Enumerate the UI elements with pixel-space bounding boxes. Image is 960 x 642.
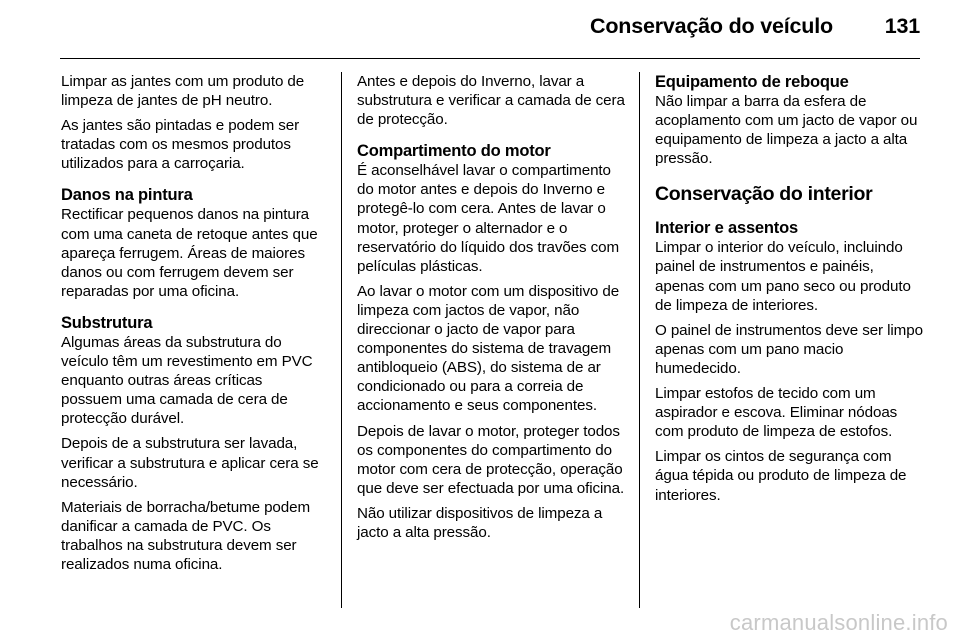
paragraph: Limpar os cintos de segurança com água tépida ou produto de limpeza de interiores. [655,448,907,504]
section-heading-reboque: Equipamento de reboque [655,73,849,91]
page-number: 131 [884,14,920,38]
watermark: carmanualsonline.info [729,610,948,635]
paragraph: Não utilizar dispositivos de limpeza a jacto a alta pressão. [357,504,603,541]
paragraph: Ao lavar o motor com um dispositivo de limpeza com jactos de vapor, não direccionar o jacto de vapor para componentes do sistema de travagem antibloqueio (ABS), do sistema de ar condicionado ou para a correia de accionamento e seus componentes. [357,282,620,415]
section-heading-motor: Compartimento do motor [357,142,551,161]
section-heading-assentos: Interior e assentos [655,219,798,238]
page-title: Conservação do veículo [590,14,833,38]
paragraph: As jantes são pintadas e podem ser tratadas com os mesmos produtos utilizados para a carroçaria. [61,117,300,173]
column-1 [61,72,326,580]
paragraph: Algumas áreas da substrutura do veículo têm um revestimento em PVC enquanto outras áreas críticas possuem uma camada de cera de protecção durável. [61,333,313,428]
paragraph: Materiais de borracha/betume podem danificar a camada de PVC. Os trabalhos na substrutura devem ser realizados numa oficina. [61,498,311,573]
chapter-heading-interior: Conservação do interior [655,183,873,206]
header-rule [60,58,920,59]
paragraph: Limpar estofos de tecido com um aspirador e escova. Eliminar nódoas com produto de limpeza de estofos. [655,385,898,441]
page-header [60,14,920,39]
paragraph: Antes e depois do Inverno, lavar a substrutura e verificar a camada de cera de protecção. [357,73,625,129]
paragraph: É aconselhável lavar o compartimento do motor antes e depois do Inverno e protegê-lo com cera. Antes de lavar o motor, proteger o alternador e o reservatório do líquido dos travões com películas plásticas. [357,162,620,275]
paragraph: Depois de lavar o motor, proteger todos os componentes do compartimento do motor com cera de protecção, operação que deve ser efectuada por uma oficina. [357,422,625,497]
column-divider-1 [341,72,342,608]
column-3 [655,72,925,511]
section-heading-danos: Danos na pintura [61,186,193,205]
column-divider-2 [639,72,640,608]
paragraph: Não limpar a barra da esfera de acoplamento com um jacto de vapor ou equipamento de limpeza a jacto a alta pressão. [655,93,918,168]
paragraph: Limpar o interior do veículo, incluindo painel de instrumentos e painéis, apenas com um pano seco ou produto de limpeza de interiores. [655,239,911,314]
paragraph: Limpar as jantes com um produto de limpeza de jantes de pH neutro. [61,73,305,110]
paragraph: O painel de instrumentos deve ser limpo apenas com um pano macio humedecido. [655,321,923,377]
column-2 [357,72,625,548]
paragraph: Rectificar pequenos danos na pintura com uma caneta de retoque antes que apareça ferrugem. Áreas de maiores danos ou com ferrugem devem ser reparadas por uma oficina. [61,206,318,300]
section-heading-substrutura: Substrutura [61,313,153,332]
paragraph: Depois de a substrutura ser lavada, verificar a substrutura e aplicar cera se necessário. [61,435,319,491]
